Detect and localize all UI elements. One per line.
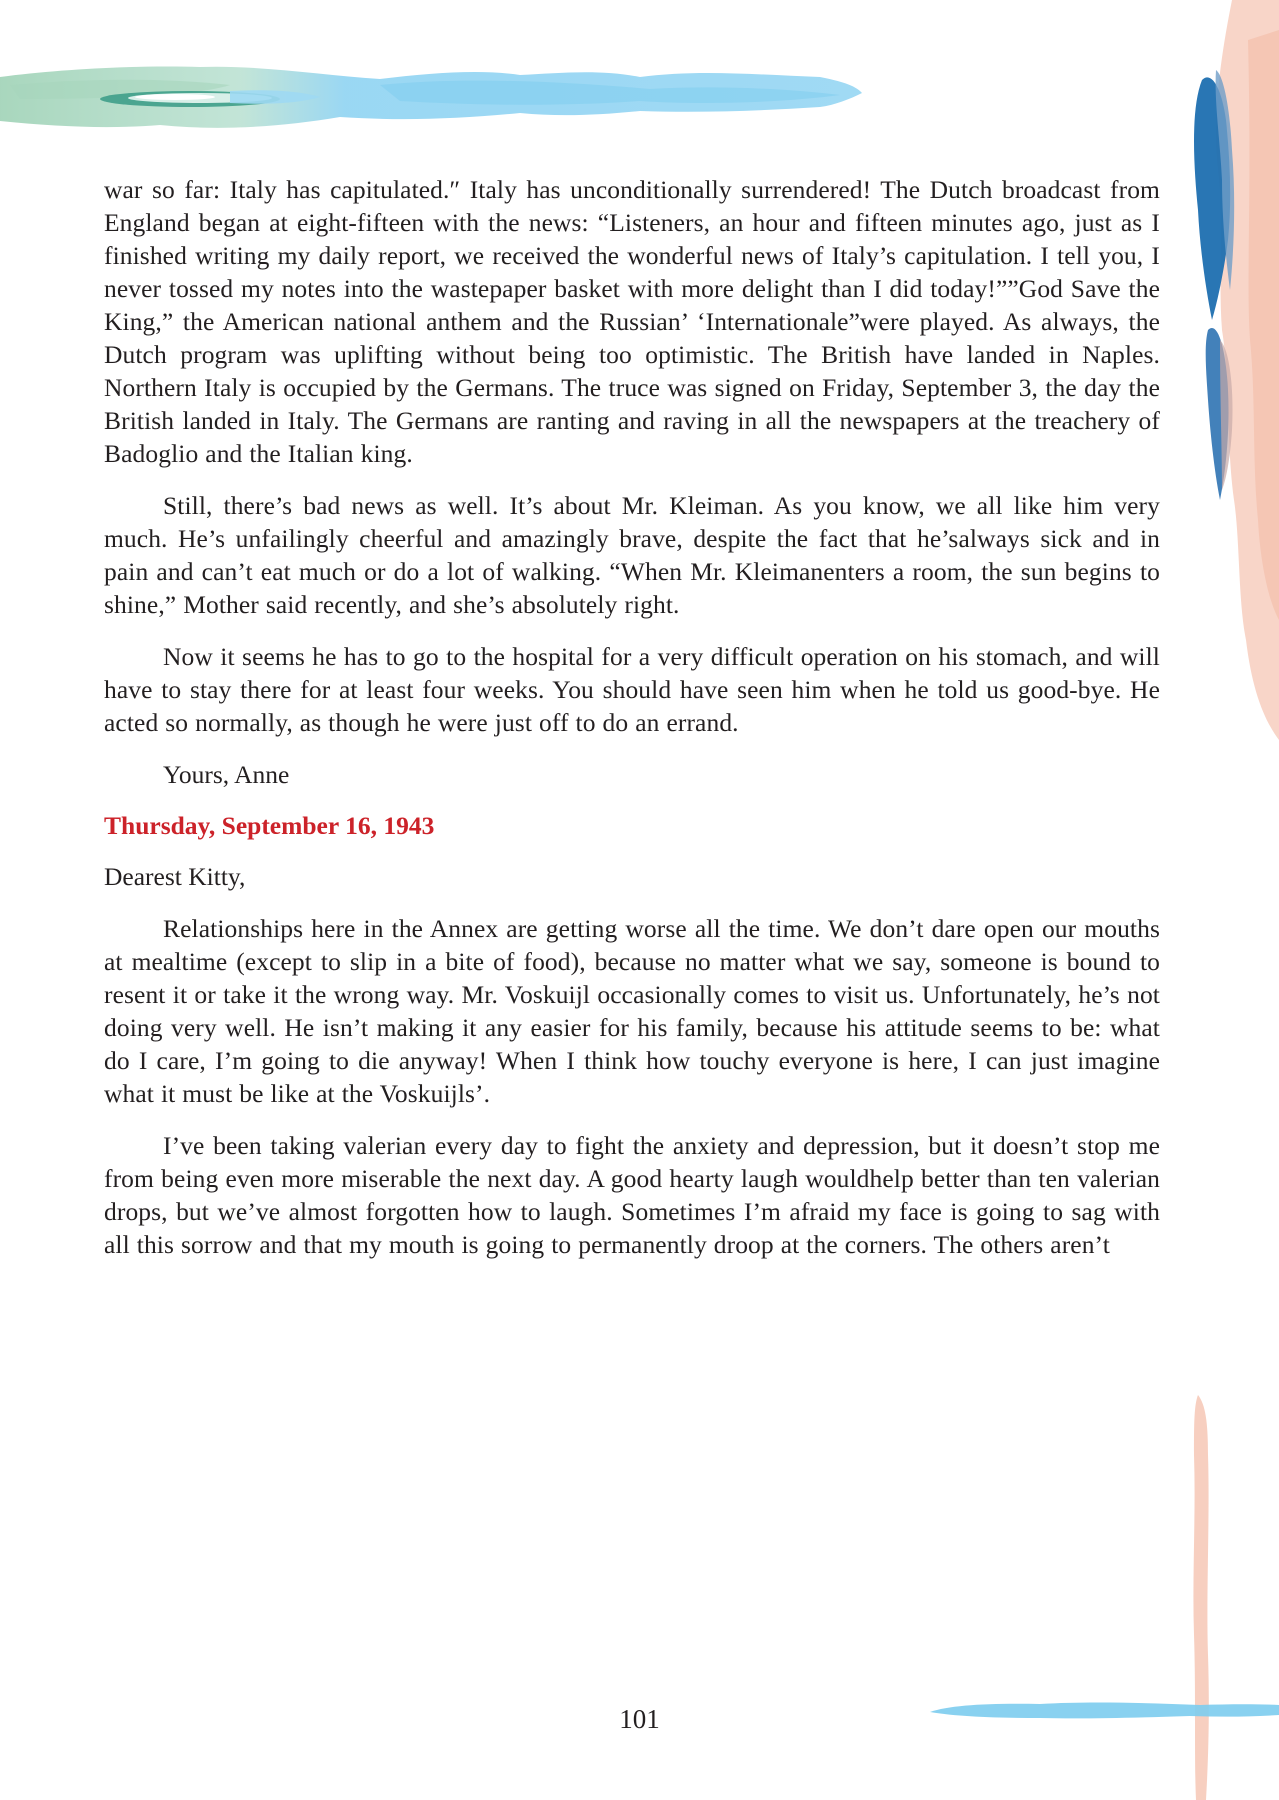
right-edge-brushstroke-decoration bbox=[1160, 0, 1279, 760]
right-lower-peach-stroke-decoration bbox=[1188, 1395, 1218, 1800]
paragraph-valerian: I’ve been taking valerian every day to fight the anxiety and depression, but it doesn’t stop me from being even more miserable the next day. A good hearty laugh wouldhelp better than ten valerian drops, but we’ve almost forgotten how to laugh. Sometimes I’m afraid my face is going to sag with all this sorrow and that my mouth is going to permanently droop at the corners. The others aren’t bbox=[104, 1131, 1160, 1259]
page-number: 101 bbox=[619, 1704, 660, 1734]
paragraph-hospital: Now it seems he has to go to the hospital for a very difficult operation on his stomach, and will have to stay there for at least four weeks. You should have seen him when he told us good-bye. He acted so normally, as though he were just off to do an errand. bbox=[104, 642, 1160, 737]
salutation: Dearest Kitty, bbox=[104, 862, 246, 891]
entry-date-heading: Thursday, September 16, 1943 bbox=[104, 811, 435, 840]
page-body bbox=[104, 173, 1160, 1280]
paragraph-relationships: Relationships here in the Annex are getting worse all the time. We don’t dare open our mouths at mealtime (except to slip in a bite of food), because no matter what we say, someone is bound to resent it or take it the wrong way. Mr. Voskuijl occasionally comes to visit us. Unfortunately, he’s not doing very well. He isn’t making it any easier for his family, because his attitude seems to be: what do I care, I’m going to die anyway! When I think how touchy everyone is here, I can just imagine what it must be like at the Voskuijls’. bbox=[104, 914, 1160, 1108]
paragraph-italy-capitulation: war so far: Italy has capitulated.″ Italy has unconditionally surrendered! The Dutch broadcast from England began at eight-fifteen with the news: “Listeners, an hour and fifteen minutes ago, just as I finished writing my daily report, we received the wonderful news of Italy’s capitulation. I tell you, I never tossed my notes into the wastepaper basket with more delight than I did today!””God Save the King,” the American national anthem and the Russian’ ‘Internationale”were played. As always, the Dutch program was uplifting without being too optimistic. The British have landed in Naples. Northern Italy is occupied by the Germans. The truce was signed on Friday, September 3, the day the British landed in Italy. The Germans are ranting and raving in all the newspapers at the treachery of Badoglio and the Italian king. bbox=[104, 175, 1160, 468]
signoff: Yours, Anne bbox=[163, 760, 290, 789]
paragraph-mr-kleiman: Still, there’s bad news as well. It’s about Mr. Kleiman. As you know, we all like him very much. He’s unfailingly cheerful and amazingly brave, despite the fact that he’salways sick and in pain and can’t eat much or do a lot of walking. “When Mr. Kleimanenters a room, the sun begins to shine,” Mother said recently, and she’s absolutely right. bbox=[104, 491, 1160, 619]
top-brushstroke-decoration bbox=[0, 55, 870, 135]
